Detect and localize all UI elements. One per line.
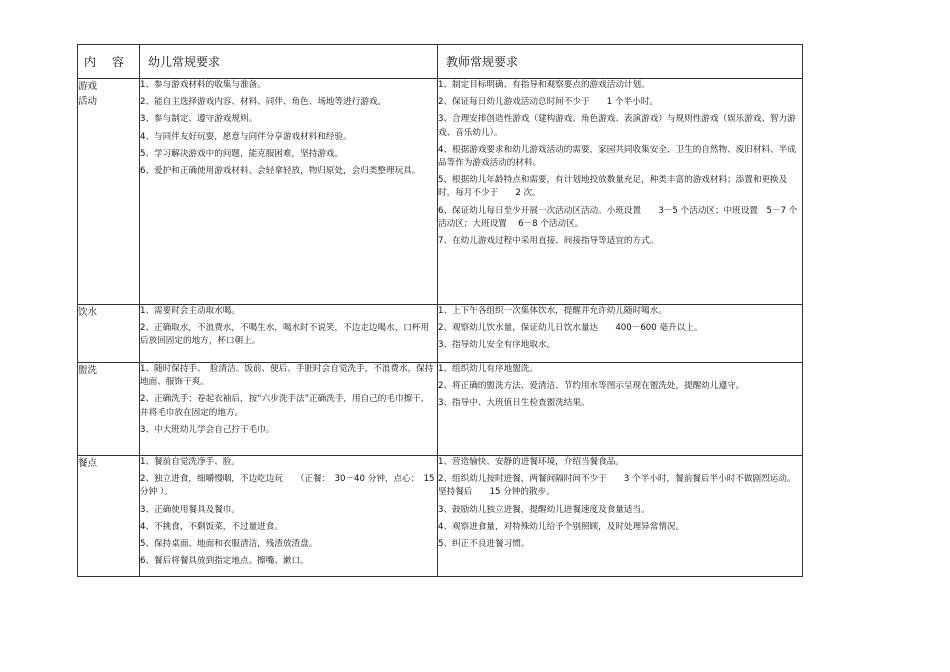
list-item: 5、学习解决游戏中的问题，能克服困难，坚持游戏。 bbox=[140, 148, 344, 159]
list-item: 3、正确使用餐具及餐巾。 bbox=[140, 504, 240, 515]
teacher-requirements-cell bbox=[438, 363, 803, 456]
header-child-requirements: 幼儿常规要求 bbox=[140, 45, 438, 79]
list-item: 4、与同伴友好玩耍，愿意与同伴分享游戏材料和经验。 bbox=[140, 131, 352, 142]
list-item: 3、合理安排创造性游戏（建构游戏、角色游戏、表演游戏）与规则性游戏（娱乐游戏、智力游戏、音乐幼儿）。 bbox=[438, 114, 796, 138]
list-item: 1、随时保持手、 脸清洁。饭前、便后、手脏时会自觉洗手，不浪费水，保持地面、服饰干爽。 bbox=[140, 364, 434, 388]
header-content: 内 容 bbox=[78, 45, 140, 79]
list-item: 1、营造愉快、安静的进餐环境，介绍当餐食品。 bbox=[438, 457, 624, 467]
list-item: 3、指导幼儿安全有序地取水。 bbox=[438, 340, 556, 351]
header-row bbox=[78, 45, 803, 79]
list-item: 4、不挑食，不剩饭菜，不过量进食。 bbox=[140, 521, 283, 532]
list-item: 3、参与制定、遵守游戏规则。 bbox=[140, 114, 258, 125]
list-item: 1、组织幼儿有序地盥洗。 bbox=[438, 364, 538, 374]
list-item: 1、餐前自觉洗净手、脸。 bbox=[140, 457, 240, 467]
row-label-water: 饮水 bbox=[78, 305, 140, 363]
row-label-wash: 盥洗 bbox=[78, 363, 140, 456]
row-label-meal: 餐点 bbox=[78, 456, 140, 577]
routine-requirements-table bbox=[77, 44, 803, 577]
teacher-requirements-cell bbox=[438, 305, 803, 363]
list-item: 6、爱护和正确使用游戏材料。会轻拿轻放，物归原处，会归类整理玩具。 bbox=[140, 166, 421, 177]
child-requirements-cell bbox=[140, 79, 438, 305]
list-item: 2、独立进食，细嚼慢咽，不边吃边玩 （正餐： 30－40 分钟，点心： 15 分钟 ）。 bbox=[140, 474, 435, 498]
list-item: 2、保证每日幼儿游戏活动总时间不少于 1 个半小时。 bbox=[438, 97, 658, 108]
list-item: 1、参与游戏材料的收集与准备。 bbox=[140, 80, 266, 90]
list-item: 7、在幼儿游戏过程中采用直接、间接指导等适宜的方式。 bbox=[438, 236, 659, 247]
list-item: 3、中大班幼儿学会自己拧干毛巾。 bbox=[140, 424, 275, 435]
list-item: 3、鼓励幼儿独立进餐，提醒幼儿进餐速度及食量适当。 bbox=[438, 504, 650, 515]
list-item: 5、保持桌面、地面和衣服清洁，残渣放渣盘。 bbox=[140, 539, 318, 550]
list-item: 2、正确洗手：卷起衣袖后，按“六步洗手法”正确洗手，用自己的毛巾擦干，并将毛巾放在固定的地方。 bbox=[140, 394, 430, 418]
table-row bbox=[78, 305, 803, 363]
list-item: 2、正确取水，不浪费水，不喝生水，喝水时不说笑，不边走边喝水，口杯用后放回固定的地方，杯口朝上。 bbox=[140, 323, 430, 347]
list-item: 6、保证幼儿每日至少开展一次活动区活动。小班设置 3－5 个活动区；中班设置 5－7 个活动区；大班设置 6－8 个活动区。 bbox=[438, 205, 798, 229]
list-item: 1、制定目标明确、有指导和观察要点的游戏活动计划。 bbox=[438, 80, 650, 90]
child-requirements-cell bbox=[140, 363, 438, 456]
list-item: 2、组织幼儿按时进餐，两餐间隔时间不少于 3 个半小时，餐前餐后半小时不做剧烈运动。坚持餐后 15 分钟的散步。 bbox=[438, 474, 796, 498]
list-item: 4、根据游戏要求和幼儿游戏活动的需要，家园共同收集安全、卫生的自然物、废旧材料、半成品等作为游戏活动的材料。 bbox=[438, 144, 796, 169]
row-label-game bbox=[78, 79, 140, 305]
teacher-requirements-cell bbox=[438, 79, 803, 305]
list-item: 1、需要时会主动取水喝。 bbox=[140, 306, 240, 316]
child-requirements-cell bbox=[140, 305, 438, 363]
row-label-text: 游戏 活动 bbox=[78, 81, 98, 107]
list-item: 2、能自主选择游戏内容、材料、同伴、角色、场地等进行游戏。 bbox=[140, 97, 387, 108]
list-item: 2、将正确的盥洗方法、爱清洁、节约用水等图示呈现在盥洗处，提醒幼儿遵守。 bbox=[438, 381, 745, 392]
list-item: 4、观察进食量，对特殊幼儿给予个别照顾，及时处理异常情况。 bbox=[438, 521, 685, 532]
list-item: 3、指导中、大班值日生检查盥洗结果。 bbox=[438, 398, 590, 409]
list-item: 2、观察幼儿饮水量，保证幼儿日饮水量达 400－600 毫升以上。 bbox=[438, 323, 703, 334]
table-row bbox=[78, 363, 803, 456]
list-item: 5、根据幼儿年龄特点和需要，有计划地投放数量充足，种类丰富的游戏材料；添置和更换及时，每月不少于 2 次。 bbox=[438, 175, 788, 199]
list-item: 6、餐后将餐具放到指定地点。擦嘴、漱口。 bbox=[140, 556, 309, 567]
table-row bbox=[78, 79, 803, 305]
list-item: 1、上下午各组织一次集体饮水，提醒并允许幼儿随时喝水。 bbox=[438, 306, 667, 316]
teacher-requirements-cell bbox=[438, 456, 803, 577]
child-requirements-cell bbox=[140, 456, 438, 577]
header-teacher-requirements: 教师常规要求 bbox=[438, 45, 803, 79]
list-item: 5、纠正不良进餐习惯。 bbox=[438, 539, 530, 550]
table-row bbox=[78, 456, 803, 577]
